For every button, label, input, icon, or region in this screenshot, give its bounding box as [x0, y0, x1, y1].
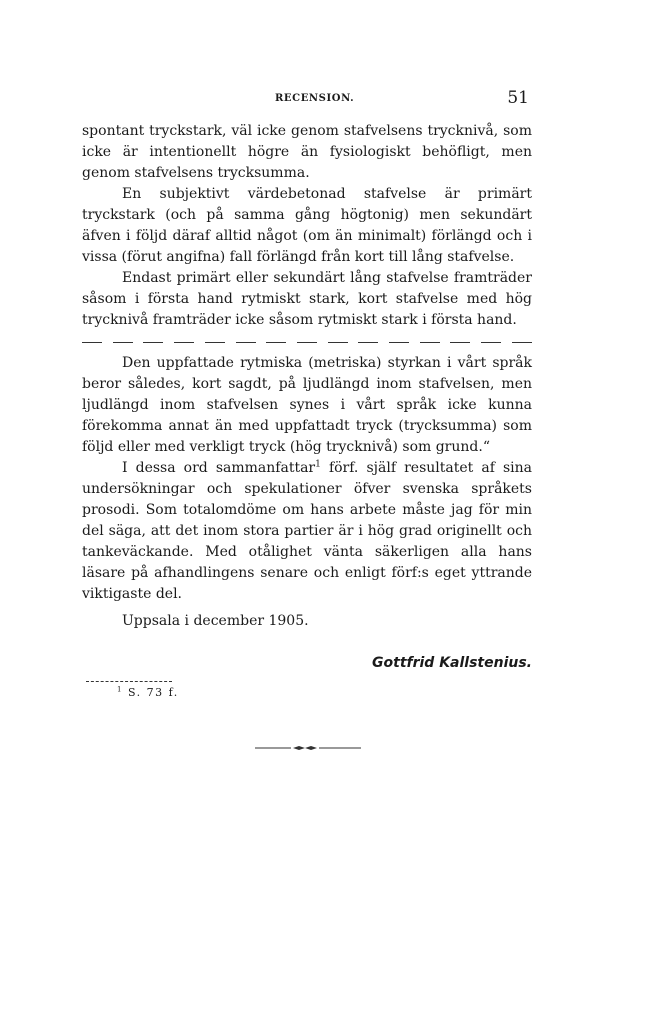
dateline: Uppsala i december 1905.: [122, 613, 309, 629]
paragraph-3: Endast primärt eller sekundärt lång stafvelse framträder såsom i första hand rytmiskt stark, kort stafvelse med hög trycknivå framträder icke såsom rytmiskt stark i första hand.: [82, 270, 532, 328]
paragraph-5-lead: I dessa ord sammanfattar: [122, 460, 316, 476]
footnote-text: S. 73 f.: [122, 686, 179, 699]
paragraph-2: En subjektivt värdebetonad stafvelse är primärt tryckstark (och på samma gång högtonig) men sekundärt äfven i följd däraf alltid något (om än minimalt) förlängd och i vissa (förut angifna) fall förlängd från kort till lång stafvelse.: [82, 186, 532, 265]
dashed-separator: [82, 336, 532, 348]
footnote-rule: [86, 681, 172, 682]
author-signature: Gottfrid Kallstenius.: [372, 655, 532, 671]
paragraph-5-body: förf. själf resultatet af sina undersökningar och spekulationer öfver svenska språkets prosodi. Som totalomdöme om hans arbete måste jag för min del säga, att det inom stora partier är i hög grad originellt och tankeväckande. Med otålighet vänta säkerligen alla hans läsare på afhandlingens senare och enligt förf:s eget yttrande viktigaste del.: [82, 460, 532, 602]
footnote-reference: 1: [315, 459, 321, 470]
footnote: [117, 686, 179, 699]
page-number: 51: [507, 88, 529, 108]
paragraph-1: spontant tryckstark, väl icke genom stafvelsens trycknivå, som icke är intentionellt högre än fysiologiskt behöfligt, men genom stafvelsens trycksumma.: [82, 123, 532, 181]
paragraph-5: [82, 458, 532, 605]
paragraph-4: Den uppfattade rytmiska (metriska) styrkan i vårt språk beror således, kort sagdt, på ljudlängd inom stafvelsen, men ljudlängd inom stafvelsen synes i vårt språk icke kunna förekomma annat än med uppfattadt tryck (trycksumma) som följd eller med verkligt tryck (hög trycknivå) som grund.“: [82, 355, 532, 455]
end-ornament: [255, 745, 361, 751]
body-text: [82, 121, 532, 632]
page-header: [82, 88, 532, 112]
footnote-mark: 1: [117, 685, 123, 694]
running-head: RECENSION.: [275, 93, 355, 104]
